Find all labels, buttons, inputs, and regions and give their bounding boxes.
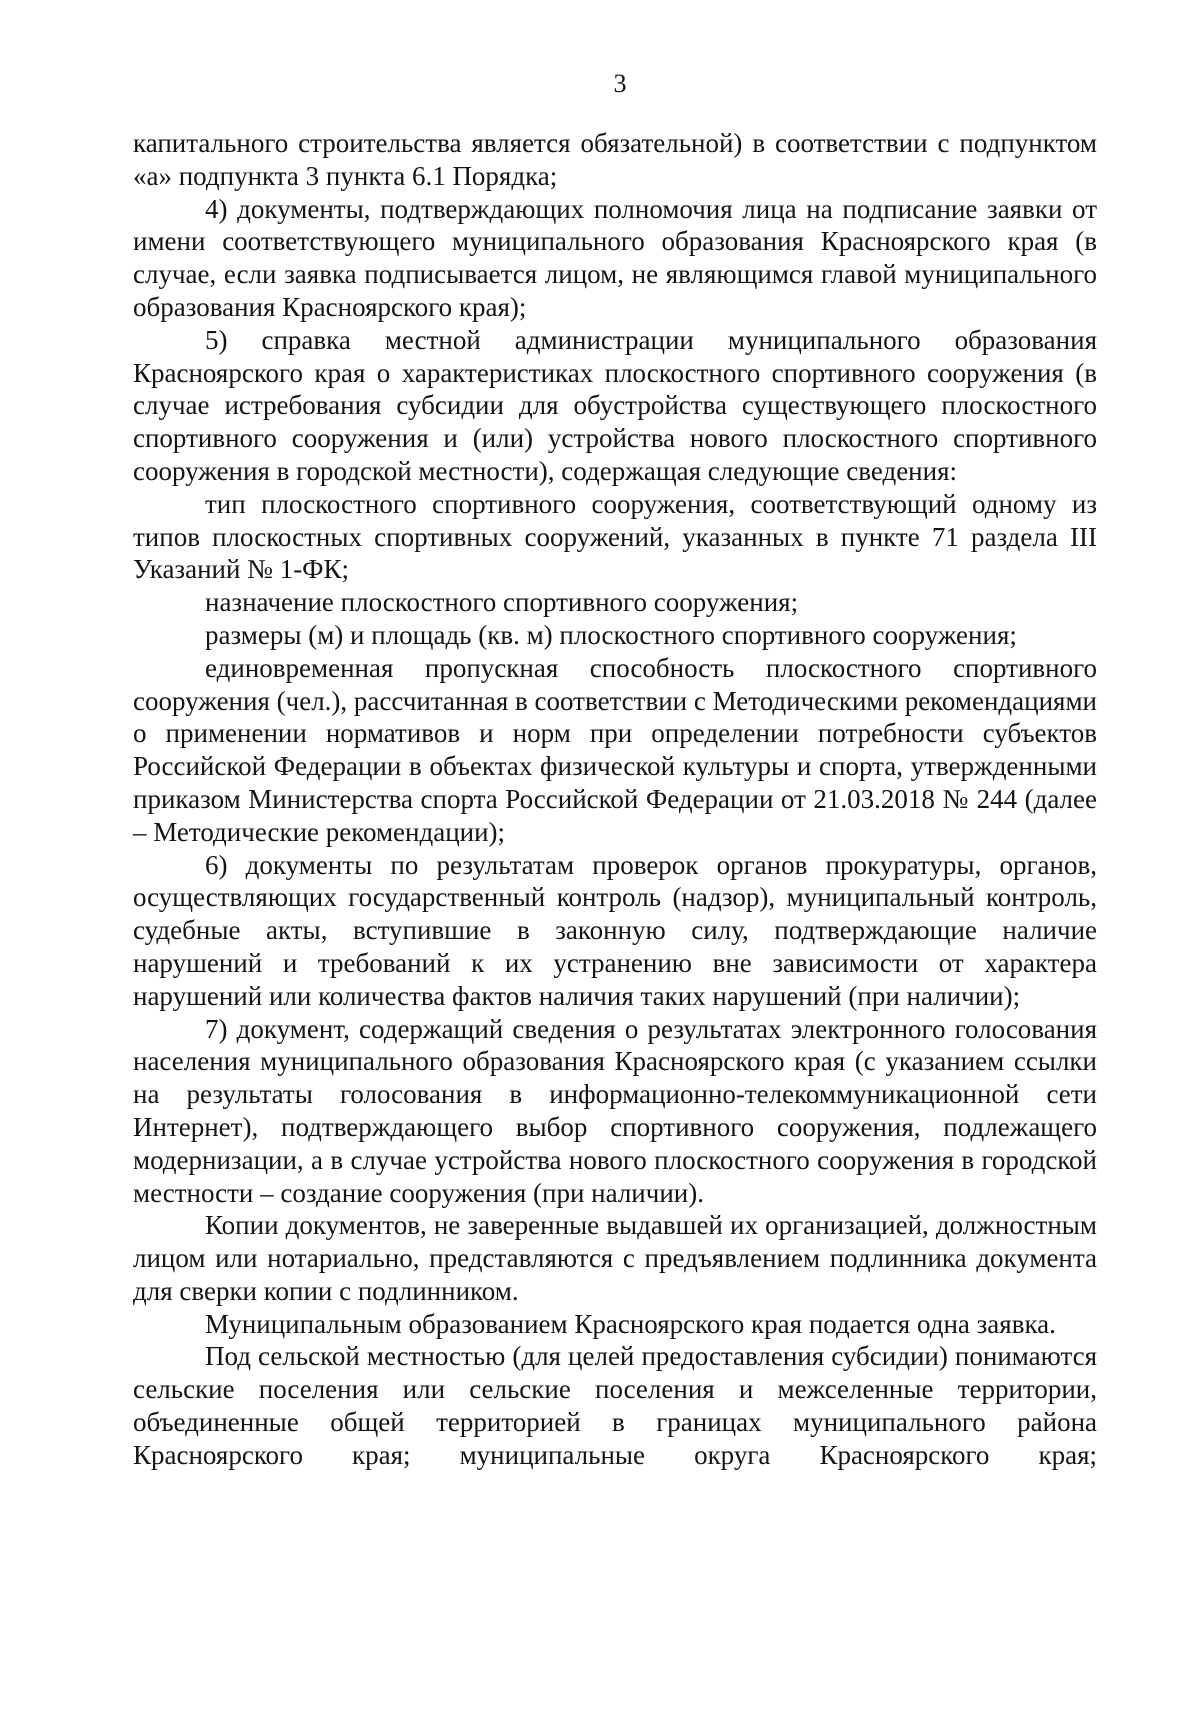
- paragraph-item-5: 5) справка местной администрации муниципального образования Красноярского края о характеристиках плоскостного спортивного сооружения (в случае истребования субсидии для обустройства существующего плоскостного спортивного сооружения и (или) устройства нового плоскостного спортивного сооружения в городской местности), содержащая следующие сведения:: [133, 324, 1097, 486]
- paragraph-sub-purpose: назначение плоскостного спортивного сооружения;: [205, 587, 799, 618]
- paragraph-item-4: 4) документы, подтверждающих полномочия лица на подписание заявки от имени соответствующего муниципального образования Красноярского края (в случае, если заявка подписывается лицом, не являющимся главой муниципального образования Красноярского края);: [133, 193, 1097, 322]
- paragraph-item-6: 6) документы по результатам проверок органов прокуратуры, органов, осуществляющих государственный контроль (надзор), муниципальный контроль, судебные акты, вступившие в законную силу, подтверждающие наличие нарушений и требований к их устранению вне зависимости от характера нарушений или количества фактов наличия таких нарушений (при наличии);: [133, 849, 1097, 1011]
- paragraph-continuation: капитального строительства является обязательной) в соответствии с подпунктом «а» подпункта 3 пункта 6.1 Порядка;: [133, 128, 1097, 191]
- paragraph-one-application: Муниципальным образованием Красноярского края подается одна заявка.: [205, 1308, 1056, 1339]
- paragraph-item-7: 7) документ, содержащий сведения о результатах электронного голосования населения муниципального образования Красноярского края (с указанием ссылки на результаты голосования в информационно-телекоммуникационной сети Интернет), подтверждающего выбор спортивного сооружения, подлежащего модернизации, а в случае устройства нового плоскостного сооружения в городской местности – создание сооружения (при наличии).: [133, 1013, 1097, 1208]
- paragraph-sub-dimensions: размеры (м) и площадь (кв. м) плоскостного спортивного сооружения;: [205, 619, 1017, 650]
- paragraph-sub-type: тип плоскостного спортивного сооружения, соответствующий одному из типов плоскостных спортивных сооружений, указанных в пункте 71 раздела III Указаний № 1-ФК;: [133, 488, 1097, 585]
- paragraph-rural-definition: Под сельской местностью (для целей предоставления субсидии) понимаются сельские поселения или сельские поселения и межселенные территории, объединенные общей территорией в границах муниципального района Красноярского края; муниципальные округа Красноярского края;: [133, 1341, 1097, 1470]
- page-number: 3: [613, 69, 627, 98]
- paragraph-sub-capacity: единовременная пропускная способность плоскостного спортивного сооружения (чел.), рассчитанная в соответствии с Методическими рекомендациями о применении нормативов и норм при определении потребности субъектов Российской Федерации в объектах физической культуры и спорта, утвержденными приказом Министерства спорта Российской Федерации от 21.03.2018 № 244 (далее – Методические рекомендации);: [133, 652, 1097, 847]
- paragraph-copies: Копии документов, не заверенные выдавшей их организацией, должностным лицом или нотариально, представляются с предъявлением подлинника документа для сверки копии с подлинником.: [133, 1210, 1097, 1306]
- document-body: [133, 127, 1097, 1472]
